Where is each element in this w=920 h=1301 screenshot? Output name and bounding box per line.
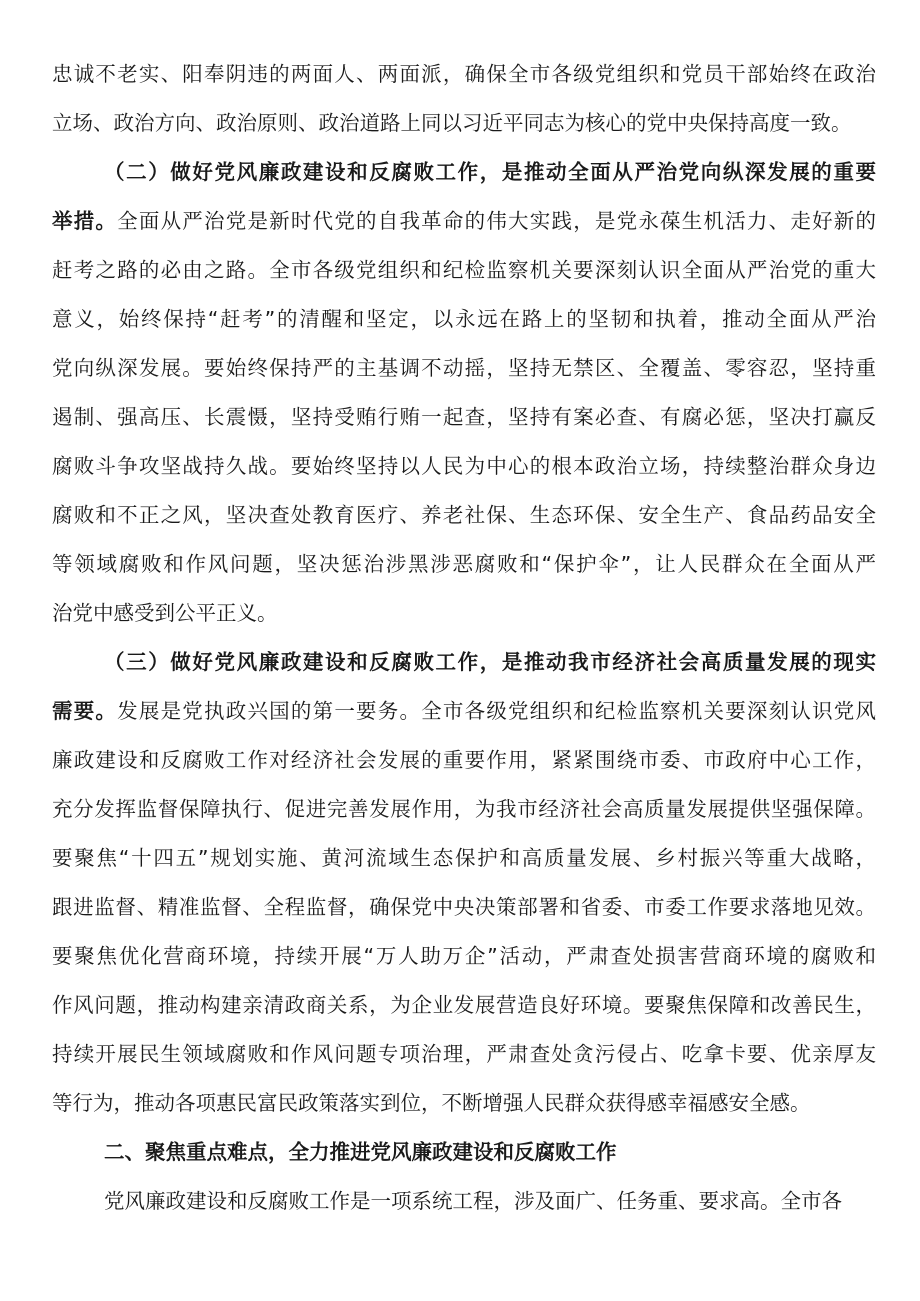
paragraph-line: 要聚焦优化营商环境，持续开展“万人助万企”活动，严肃查处损害营商环境的腐败和 [52, 944, 876, 968]
paragraph-line: 党风廉政建设和反腐败工作是一项系统工程，涉及面广、任务重、要求高。全市各 [104, 1189, 842, 1213]
paragraph-line: 党向纵深发展。要始终保持严的主基调不动摇，坚持无禁区、全覆盖、零容忍，坚持重 [52, 356, 876, 380]
paragraph-line: 等领域腐败和作风问题，坚决惩治涉黑涉恶腐败和“保护伞”，让人民群众在全面从严 [52, 552, 876, 576]
paragraph-line: 廉政建设和反腐败工作对经济社会发展的重要作用，紧紧围绕市委、市政府中心工作， [52, 748, 876, 772]
paragraph-line: 充分发挥监督保障执行、促进完善发展作用，为我市经济社会高质量发展提供坚强保障。 [52, 797, 876, 821]
paragraph-line: 持续开展民生领域腐败和作风问题专项治理，严肃查处贪污侵占、吃拿卡要、优亲厚友 [52, 1042, 876, 1066]
paragraph-line: 腐败斗争攻坚战持久战。要始终坚持以人民为中心的根本政治立场，持续整治群众身边 [52, 454, 876, 478]
paragraph-line: 等行为，推动各项惠民富民政策落实到位，不断增强人民群众获得感幸福感安全感。 [52, 1091, 811, 1115]
paragraph-line [52, 687, 876, 735]
paragraph-line: 作风问题，推动构建亲清政商关系，为企业发展营造良好环境。要聚焦保障和改善民生， [52, 993, 876, 1017]
paragraph-line: 治党中感受到公平正义。 [52, 601, 278, 625]
subheading-tail: 需要。 [52, 699, 118, 723]
paragraph-line: 遏制、强高压、长震慑，坚持受贿行贿一起查，坚持有案必查、有腐必惩，坚决打赢反 [52, 405, 876, 429]
paragraph-line: 赶考之路的必由之路。全市各级党组织和纪检监察机关要深刻认识全面从严治党的重大 [52, 258, 876, 282]
section-subheading: （三）做好党风廉政建设和反腐败工作，是推动我市经济社会高质量发展的现实 [104, 650, 876, 674]
paragraph-line [52, 197, 876, 245]
paragraph-line: 跟进监督、精准监督、全程监督，确保党中央决策部署和省委、市委工作要求落地见效。 [52, 895, 876, 919]
subheading-tail: 举措。 [52, 209, 118, 233]
paragraph-line: 意义，始终保持“赶考”的清醒和坚定，以永远在路上的坚韧和执着，推动全面从严治 [52, 307, 876, 331]
paragraph-line: 立场、政治方向、政治原则、政治道路上同以习近平同志为核心的党中央保持高度一致。 [52, 111, 852, 135]
paragraph-text: 发展是党执政兴国的第一要务。全市各级党组织和纪检监察机关要深刻认识党风 [117, 699, 876, 723]
paragraph-line: 腐败和不正之风，坚决查处教育医疗、养老社保、生态环保、安全生产、食品药品安全 [52, 503, 876, 527]
section-heading: 二、聚焦重点难点，全力推进党风廉政建设和反腐败工作 [104, 1140, 617, 1164]
paragraph-line: 要聚焦“十四五”规划实施、黄河流域生态保护和高质量发展、乡村振兴等重大战略， [52, 846, 876, 870]
paragraph-text: 全面从严治党是新时代党的自我革命的伟大实践，是党永葆生机活力、走好新的 [117, 209, 876, 233]
section-subheading: （二）做好党风廉政建设和反腐败工作，是推动全面从严治党向纵深发展的重要 [104, 160, 876, 184]
paragraph-line: 忠诚不老实、阳奉阴违的两面人、两面派，确保全市各级党组织和党员干部始终在政治 [52, 62, 876, 86]
